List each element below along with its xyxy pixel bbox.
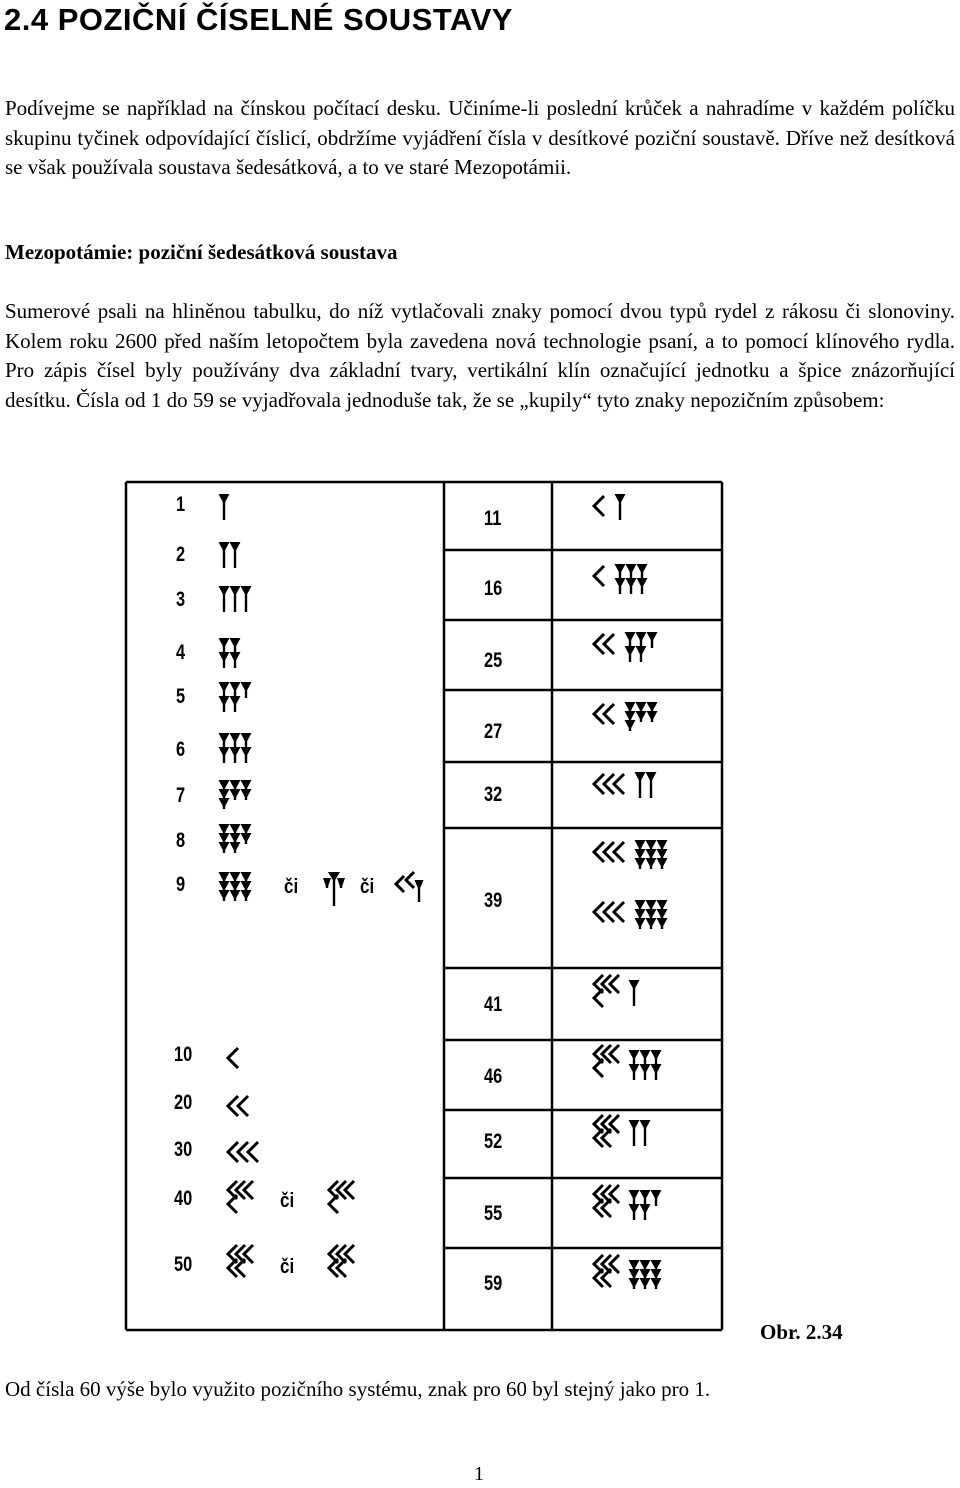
section-heading: 2.4 POZIČNÍ ČÍSELNÉ SOUSTAVY bbox=[4, 2, 513, 37]
or-word: či bbox=[280, 1256, 295, 1278]
numeral-label-55: 55 bbox=[484, 1202, 503, 1225]
numeral-label-59: 59 bbox=[484, 1272, 503, 1295]
or-word: či bbox=[280, 1190, 295, 1212]
numeral-label-32: 32 bbox=[484, 783, 503, 806]
figure-caption: Obr. 2.34 bbox=[760, 1320, 843, 1344]
numeral-label-10: 10 bbox=[174, 1043, 193, 1066]
numeral-label-9: 9 bbox=[176, 873, 186, 896]
numeral-label-5: 5 bbox=[176, 685, 186, 708]
numeral-label-8: 8 bbox=[176, 829, 186, 852]
numeral-label-16: 16 bbox=[484, 577, 503, 600]
cuneiform-numerals-figure bbox=[124, 480, 724, 1332]
numeral-label-41: 41 bbox=[484, 993, 503, 1016]
numeral-label-6: 6 bbox=[176, 738, 186, 761]
numeral-label-30: 30 bbox=[174, 1138, 193, 1161]
numeral-label-11: 11 bbox=[484, 507, 502, 530]
figure-frame bbox=[124, 480, 724, 1332]
numeral-label-50: 50 bbox=[174, 1253, 193, 1276]
closing-paragraph: Od čísla 60 výše bylo využito pozičního systému, znak pro 60 byl stejný jako pro 1. bbox=[5, 1377, 711, 1401]
numeral-label-20: 20 bbox=[174, 1091, 193, 1114]
numeral-label-3: 3 bbox=[176, 588, 186, 611]
numeral-label-25: 25 bbox=[484, 649, 503, 672]
subheading: Mezopotámie: poziční šedesátková soustava bbox=[5, 240, 398, 264]
numeral-label-1: 1 bbox=[176, 493, 186, 516]
numeral-label-40: 40 bbox=[174, 1187, 193, 1210]
sumerian-paragraph: Sumerové psali na hliněnou tabulku, do níž vytlačovali znaky pomocí dvou typů rydel z rákosu či slonoviny. Kolem roku 2600 před naším letopočtem byla zavedena nová technologie psaní, a to pomocí klínového rydla. Pro zápis čísel byly používány dva základní tvary, vertikální klín označující jednotku a špice znázorňující desítku. Čísla od 1 do 59 se vyjadřovala jednoduše tak, že se „kupily“ tyto znaky nepozičním způsobem: bbox=[5, 299, 955, 412]
numeral-label-2: 2 bbox=[176, 543, 186, 566]
numeral-label-39: 39 bbox=[484, 889, 503, 912]
or-word: či bbox=[360, 876, 375, 898]
numeral-label-7: 7 bbox=[176, 784, 186, 807]
numeral-label-52: 52 bbox=[484, 1130, 503, 1153]
numeral-label-27: 27 bbox=[484, 720, 503, 743]
or-word: či bbox=[284, 876, 299, 898]
numeral-label-4: 4 bbox=[176, 641, 186, 664]
numeral-label-46: 46 bbox=[484, 1065, 503, 1088]
page-number: 1 bbox=[474, 1463, 484, 1485]
intro-paragraph: Podívejme se například na čínskou počítací desku. Učiníme-li poslední krůček a nahradíme v každém políčku skupinu tyčinek odpovídající číslicí, obdržíme vyjádření čísla v desítkové poziční soustavě. Dříve než desítková se však používala soustava šedesátková, a to ve staré Mezopotámii. bbox=[5, 96, 955, 179]
